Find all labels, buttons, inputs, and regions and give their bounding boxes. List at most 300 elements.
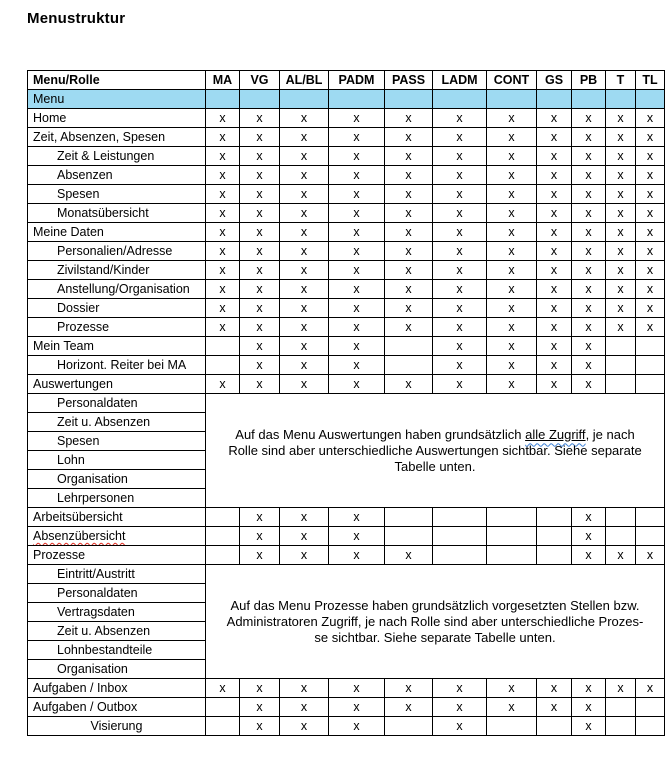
row-label-organisation: Organisation [28, 470, 206, 489]
table-row [28, 546, 665, 565]
access-mark-ladm: x [433, 337, 487, 356]
access-mark-padm: x [329, 223, 385, 242]
table-row [28, 318, 665, 337]
column-header-t: T [606, 71, 636, 90]
access-mark-cont: x [487, 223, 537, 242]
column-header-vg: VG [240, 71, 280, 90]
access-mark-ladm [433, 508, 487, 527]
access-mark-vg: x [240, 109, 280, 128]
access-mark-vg: x [240, 546, 280, 565]
access-mark-cont: x [487, 204, 537, 223]
access-mark-padm: x [329, 280, 385, 299]
access-mark-gs: x [537, 375, 572, 394]
row-label-mein-team: Mein Team [28, 337, 206, 356]
access-mark-padm: x [329, 242, 385, 261]
column-header-pb: PB [572, 71, 606, 90]
access-mark-t: x [606, 223, 636, 242]
row-label-zivilstand-kinder: Zivilstand/Kinder [28, 261, 206, 280]
access-mark-al-bl: x [280, 698, 329, 717]
access-mark-ladm: x [433, 280, 487, 299]
access-mark-al-bl: x [280, 356, 329, 375]
access-mark-vg: x [240, 375, 280, 394]
access-mark-ladm: x [433, 109, 487, 128]
access-mark-gs: x [537, 299, 572, 318]
access-mark-t: x [606, 318, 636, 337]
access-mark-tl: x [636, 223, 665, 242]
access-mark-al-bl: x [280, 147, 329, 166]
access-mark-padm: x [329, 109, 385, 128]
table-row [28, 356, 665, 375]
table-row [28, 375, 665, 394]
access-mark-pb: x [572, 299, 606, 318]
access-mark-ladm: x [433, 717, 487, 736]
access-mark-ma: x [206, 204, 240, 223]
access-mark-pb: x [572, 679, 606, 698]
column-header-tl: TL [636, 71, 665, 90]
access-mark-ma: x [206, 223, 240, 242]
access-mark-padm [329, 90, 385, 109]
note-text: Administratoren Zugriff, je nach Rolle sind aber unterschiedliche Prozes- [226, 613, 644, 629]
access-mark-ma: x [206, 375, 240, 394]
access-mark-tl: x [636, 242, 665, 261]
access-mark-gs: x [537, 318, 572, 337]
access-mark-pass: x [385, 128, 433, 147]
access-mark-pass [385, 337, 433, 356]
access-mark-t: x [606, 242, 636, 261]
access-mark-cont: x [487, 356, 537, 375]
row-label-absenzen: Absenzen [28, 166, 206, 185]
access-mark-pb: x [572, 546, 606, 565]
access-mark-cont: x [487, 318, 537, 337]
access-mark-gs: x [537, 679, 572, 698]
access-mark-tl [636, 698, 665, 717]
column-header-pass: PASS [385, 71, 433, 90]
access-mark-vg: x [240, 717, 280, 736]
access-mark-gs [537, 90, 572, 109]
row-label-anstellung-organisation: Anstellung/Organisation [28, 280, 206, 299]
access-mark-pb: x [572, 242, 606, 261]
row-label-personaldaten: Personaldaten [28, 394, 206, 413]
access-mark-gs: x [537, 166, 572, 185]
row-label-auswertungen: Auswertungen [28, 375, 206, 394]
access-mark-pass: x [385, 166, 433, 185]
access-mark-pb: x [572, 375, 606, 394]
access-mark-t [606, 527, 636, 546]
row-label-visierung: Visierung [28, 717, 206, 736]
access-mark-gs [537, 527, 572, 546]
access-mark-cont: x [487, 698, 537, 717]
row-label-aufgaben-inbox: Aufgaben / Inbox [28, 679, 206, 698]
note-text-line [210, 427, 660, 443]
access-mark-gs: x [537, 204, 572, 223]
access-mark-pb: x [572, 128, 606, 147]
access-mark-pb: x [572, 166, 606, 185]
access-mark-cont: x [487, 679, 537, 698]
access-mark-padm: x [329, 166, 385, 185]
access-mark-cont: x [487, 109, 537, 128]
access-mark-ma [206, 356, 240, 375]
access-mark-t: x [606, 299, 636, 318]
note-text: Tabelle unten. [394, 458, 476, 474]
access-mark-ma: x [206, 261, 240, 280]
access-mark-pass: x [385, 546, 433, 565]
access-mark-gs: x [537, 147, 572, 166]
access-mark-cont [487, 546, 537, 565]
access-mark-pass: x [385, 261, 433, 280]
access-mark-ma: x [206, 109, 240, 128]
access-mark-al-bl [280, 90, 329, 109]
row-label-vertragsdaten: Vertragsdaten [28, 603, 206, 622]
access-mark-pb: x [572, 280, 606, 299]
access-mark-cont: x [487, 128, 537, 147]
access-mark-gs: x [537, 223, 572, 242]
row-label-spesen: Spesen [28, 185, 206, 204]
access-mark-ma [206, 546, 240, 565]
access-mark-gs: x [537, 261, 572, 280]
access-mark-vg: x [240, 204, 280, 223]
access-mark-t [606, 356, 636, 375]
access-mark-pb: x [572, 318, 606, 337]
access-mark-t [606, 90, 636, 109]
table-row [28, 223, 665, 242]
access-mark-t: x [606, 128, 636, 147]
access-mark-pb [572, 90, 606, 109]
access-mark-al-bl: x [280, 527, 329, 546]
row-label-lehrpersonen: Lehrpersonen [28, 489, 206, 508]
access-mark-padm: x [329, 337, 385, 356]
row-label-zeit-u-absenzen: Zeit u. Absenzen [28, 622, 206, 641]
access-mark-pb: x [572, 147, 606, 166]
access-mark-tl: x [636, 204, 665, 223]
access-mark-vg [240, 90, 280, 109]
spellcheck-underline: Absenzübersicht [33, 529, 126, 543]
access-mark-al-bl: x [280, 318, 329, 337]
access-mark-ma [206, 90, 240, 109]
note-text: se sichtbar. Siehe separate Tabelle unten. [314, 629, 556, 645]
access-mark-pass: x [385, 242, 433, 261]
access-mark-al-bl: x [280, 717, 329, 736]
access-mark-ladm: x [433, 128, 487, 147]
access-mark-padm: x [329, 508, 385, 527]
access-mark-pass [385, 508, 433, 527]
access-mark-al-bl: x [280, 546, 329, 565]
access-mark-vg: x [240, 698, 280, 717]
access-mark-gs: x [537, 280, 572, 299]
access-mark-vg: x [240, 166, 280, 185]
access-mark-padm: x [329, 261, 385, 280]
access-mark-ma [206, 527, 240, 546]
access-mark-padm: x [329, 318, 385, 337]
access-mark-ma: x [206, 166, 240, 185]
table-row [28, 299, 665, 318]
note-text: Rolle sind aber unterschiedliche Auswertungen sichtbar. Siehe separate [228, 442, 642, 458]
access-mark-tl [636, 337, 665, 356]
access-mark-gs: x [537, 698, 572, 717]
access-mark-pass: x [385, 698, 433, 717]
access-mark-padm: x [329, 717, 385, 736]
row-label-monatsübersicht: Monatsübersicht [28, 204, 206, 223]
access-mark-pass [385, 90, 433, 109]
row-label-menu: Menu [28, 90, 206, 109]
access-mark-al-bl: x [280, 280, 329, 299]
access-mark-t: x [606, 166, 636, 185]
access-mark-pass: x [385, 375, 433, 394]
column-header-cont: CONT [487, 71, 537, 90]
access-mark-ladm: x [433, 679, 487, 698]
access-mark-al-bl: x [280, 299, 329, 318]
access-mark-padm: x [329, 147, 385, 166]
access-mark-vg: x [240, 242, 280, 261]
row-label-home: Home [28, 109, 206, 128]
access-mark-ladm: x [433, 242, 487, 261]
row-label-dossier: Dossier [28, 299, 206, 318]
access-mark-ladm: x [433, 698, 487, 717]
access-mark-vg: x [240, 337, 280, 356]
table-row [28, 698, 665, 717]
access-mark-ma: x [206, 147, 240, 166]
access-mark-cont: x [487, 375, 537, 394]
table-row [28, 394, 665, 413]
access-mark-t [606, 375, 636, 394]
access-mark-vg: x [240, 356, 280, 375]
access-mark-t: x [606, 109, 636, 128]
table-row [28, 204, 665, 223]
column-header-al-bl: AL/BL [280, 71, 329, 90]
table-header-row [28, 71, 665, 90]
table-row [28, 508, 665, 527]
corner-header: Menu/Rolle [28, 71, 206, 90]
note-text-line [210, 598, 660, 614]
row-label-aufgaben-outbox: Aufgaben / Outbox [28, 698, 206, 717]
access-mark-ladm [433, 527, 487, 546]
access-mark-gs [537, 546, 572, 565]
access-mark-t: x [606, 185, 636, 204]
note-text-line [210, 459, 660, 475]
row-label-absenzübersicht [28, 527, 206, 546]
column-header-ma: MA [206, 71, 240, 90]
access-mark-tl: x [636, 679, 665, 698]
access-mark-pass: x [385, 318, 433, 337]
access-mark-al-bl: x [280, 128, 329, 147]
access-mark-ma: x [206, 299, 240, 318]
row-label-zeit-leistungen: Zeit & Leistungen [28, 147, 206, 166]
table-row [28, 242, 665, 261]
access-mark-padm: x [329, 185, 385, 204]
row-label-meine-daten: Meine Daten [28, 223, 206, 242]
access-mark-pb: x [572, 356, 606, 375]
table-row [28, 128, 665, 147]
access-mark-pb: x [572, 527, 606, 546]
access-mark-pb: x [572, 261, 606, 280]
table-row [28, 147, 665, 166]
access-mark-tl [636, 717, 665, 736]
note-cell [206, 565, 665, 679]
access-mark-ladm [433, 90, 487, 109]
note-text: Auf das Menu Prozesse haben grundsätzlich vorgesetzten Stellen bzw. [230, 597, 640, 613]
access-mark-t: x [606, 280, 636, 299]
access-mark-tl: x [636, 166, 665, 185]
access-mark-ma: x [206, 280, 240, 299]
access-mark-al-bl: x [280, 242, 329, 261]
access-mark-cont: x [487, 185, 537, 204]
access-mark-pb: x [572, 204, 606, 223]
access-mark-padm: x [329, 204, 385, 223]
column-header-ladm: LADM [433, 71, 487, 90]
access-mark-cont [487, 717, 537, 736]
access-mark-pb: x [572, 717, 606, 736]
table-row [28, 261, 665, 280]
access-mark-tl [636, 375, 665, 394]
row-label-prozesse: Prozesse [28, 546, 206, 565]
access-mark-tl: x [636, 299, 665, 318]
access-mark-cont: x [487, 147, 537, 166]
access-mark-tl: x [636, 128, 665, 147]
access-mark-tl: x [636, 280, 665, 299]
row-label-lohn: Lohn [28, 451, 206, 470]
note-text: , je nach [585, 426, 635, 442]
table-row [28, 109, 665, 128]
access-mark-pb: x [572, 185, 606, 204]
table-row [28, 679, 665, 698]
table-row [28, 337, 665, 356]
access-mark-tl [636, 356, 665, 375]
access-mark-t: x [606, 261, 636, 280]
access-mark-cont: x [487, 261, 537, 280]
row-label-prozesse: Prozesse [28, 318, 206, 337]
note-cell [206, 394, 665, 508]
access-mark-pb: x [572, 698, 606, 717]
access-mark-padm: x [329, 679, 385, 698]
access-mark-ladm: x [433, 299, 487, 318]
row-label-personaldaten: Personaldaten [28, 584, 206, 603]
row-label-lohnbestandteile: Lohnbestandteile [28, 641, 206, 660]
access-mark-vg: x [240, 147, 280, 166]
access-mark-t [606, 698, 636, 717]
row-label-zeit-absenzen-spesen: Zeit, Absenzen, Spesen [28, 128, 206, 147]
access-mark-t [606, 717, 636, 736]
access-mark-vg: x [240, 128, 280, 147]
access-mark-al-bl: x [280, 261, 329, 280]
access-mark-cont: x [487, 166, 537, 185]
row-label-spesen: Spesen [28, 432, 206, 451]
table-row [28, 717, 665, 736]
access-mark-pass: x [385, 109, 433, 128]
access-mark-padm: x [329, 546, 385, 565]
access-mark-vg: x [240, 223, 280, 242]
access-mark-pass: x [385, 147, 433, 166]
access-mark-pass: x [385, 280, 433, 299]
access-mark-ladm: x [433, 185, 487, 204]
table-row [28, 280, 665, 299]
access-mark-pb: x [572, 223, 606, 242]
access-mark-pass [385, 356, 433, 375]
access-mark-pass: x [385, 299, 433, 318]
access-mark-ma [206, 337, 240, 356]
access-mark-t: x [606, 546, 636, 565]
table-row [28, 185, 665, 204]
access-mark-al-bl: x [280, 166, 329, 185]
access-mark-t: x [606, 679, 636, 698]
access-mark-ladm: x [433, 223, 487, 242]
access-mark-tl [636, 508, 665, 527]
access-mark-ladm: x [433, 166, 487, 185]
access-mark-padm: x [329, 527, 385, 546]
access-mark-gs: x [537, 356, 572, 375]
row-label-eintritt-austritt: Eintritt/Austritt [28, 565, 206, 584]
access-mark-al-bl: x [280, 204, 329, 223]
access-mark-cont: x [487, 242, 537, 261]
column-header-gs: GS [537, 71, 572, 90]
table-row [28, 166, 665, 185]
access-mark-t: x [606, 147, 636, 166]
access-mark-t: x [606, 204, 636, 223]
access-mark-pass: x [385, 204, 433, 223]
access-mark-gs: x [537, 109, 572, 128]
access-mark-vg: x [240, 280, 280, 299]
access-mark-gs: x [537, 337, 572, 356]
access-mark-vg: x [240, 679, 280, 698]
access-mark-pb: x [572, 337, 606, 356]
access-mark-tl: x [636, 185, 665, 204]
page-title: Menustruktur [27, 10, 126, 27]
row-label-horizont-reiter-bei-ma: Horizont. Reiter bei MA [28, 356, 206, 375]
access-mark-ladm [433, 546, 487, 565]
access-mark-gs: x [537, 242, 572, 261]
access-mark-padm: x [329, 356, 385, 375]
menu-table-body [28, 90, 665, 736]
access-mark-tl: x [636, 261, 665, 280]
access-mark-ma: x [206, 318, 240, 337]
access-mark-ladm: x [433, 147, 487, 166]
access-mark-cont: x [487, 337, 537, 356]
access-mark-ma: x [206, 128, 240, 147]
row-label-zeit-u-absenzen: Zeit u. Absenzen [28, 413, 206, 432]
access-mark-vg: x [240, 261, 280, 280]
access-mark-gs: x [537, 185, 572, 204]
access-mark-ma: x [206, 185, 240, 204]
access-mark-cont [487, 527, 537, 546]
access-mark-al-bl: x [280, 508, 329, 527]
access-mark-al-bl: x [280, 223, 329, 242]
access-mark-ladm: x [433, 261, 487, 280]
access-mark-ladm: x [433, 318, 487, 337]
note-text-line [210, 630, 660, 646]
access-mark-pass: x [385, 185, 433, 204]
access-mark-pass: x [385, 679, 433, 698]
access-mark-gs [537, 508, 572, 527]
access-mark-pb: x [572, 109, 606, 128]
access-mark-tl: x [636, 147, 665, 166]
access-mark-ma: x [206, 679, 240, 698]
menu-structure-table [27, 70, 665, 736]
access-mark-ma [206, 717, 240, 736]
access-mark-t [606, 508, 636, 527]
access-mark-padm: x [329, 375, 385, 394]
column-header-padm: PADM [329, 71, 385, 90]
access-mark-cont [487, 508, 537, 527]
access-mark-ma [206, 698, 240, 717]
access-mark-gs: x [537, 128, 572, 147]
access-mark-vg: x [240, 318, 280, 337]
access-mark-gs [537, 717, 572, 736]
access-mark-vg: x [240, 299, 280, 318]
access-mark-padm: x [329, 698, 385, 717]
access-mark-pass [385, 527, 433, 546]
access-mark-al-bl: x [280, 337, 329, 356]
underlined-phrase [525, 427, 585, 442]
access-mark-ladm: x [433, 375, 487, 394]
access-mark-ma [206, 508, 240, 527]
